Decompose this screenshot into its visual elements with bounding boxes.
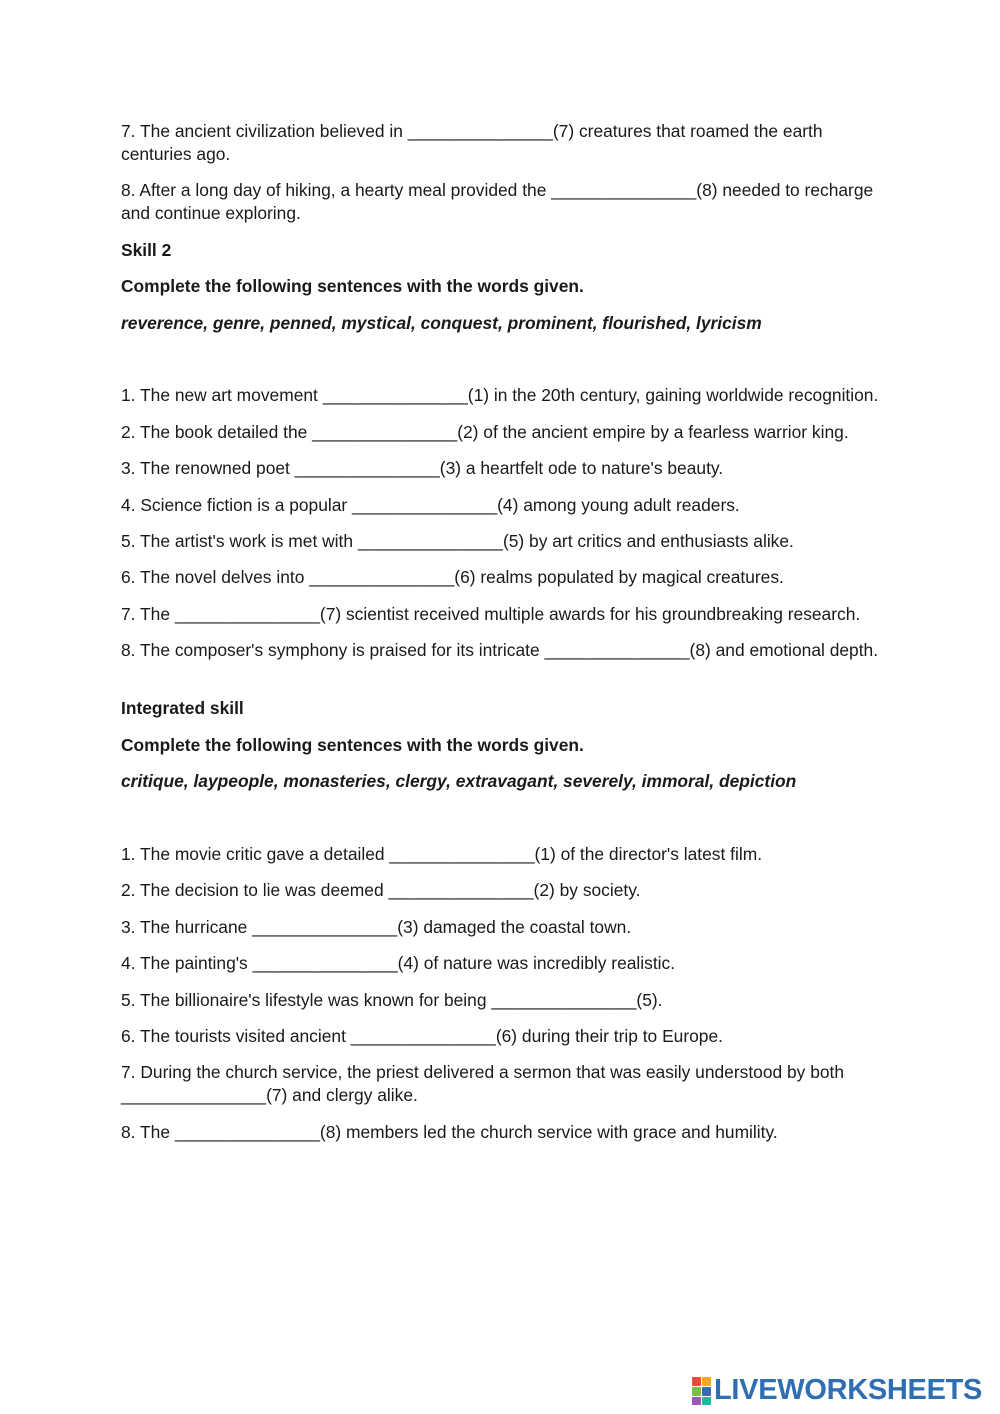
sentence-item: 4. Science fiction is a popular _______________(4) among young adult readers.: [121, 494, 740, 515]
sentence-item: 5. The artist's work is met with _______________(5) by art critics and enthusiasts alike.: [121, 530, 794, 551]
section-title: Integrated skill: [121, 698, 244, 719]
section-title: Skill 2: [121, 239, 172, 260]
logo-tile: [692, 1377, 701, 1386]
spacer: [121, 807, 881, 843]
sentence-item: 7. The _______________(7) scientist received multiple awards for his groundbreaking research.: [121, 603, 861, 624]
sentence-item: 6. The tourists visited ancient _______________(6) during their trip to Europe.: [121, 1025, 723, 1046]
logo-text: LIVEWORKSHEETS: [714, 1373, 983, 1406]
logo-tile: [702, 1387, 711, 1396]
section-skill-2: [121, 239, 881, 662]
worksheet-page: [121, 120, 881, 1157]
logo-tile: [702, 1397, 711, 1405]
sentence-item: 6. The novel delves into _______________(6) realms populated by magical creatures.: [121, 567, 784, 588]
sentence-item: 7. During the church service, the priest delivered a sermon that was easily understood by both _______________(7) and clergy alike.: [121, 1062, 845, 1106]
section-previous-tail: [121, 120, 881, 225]
spacer: [121, 348, 881, 384]
sentence-item: 3. The renowned poet _______________(3) a heartfelt ode to nature's beauty.: [121, 458, 724, 479]
sentence-item: 5. The billionaire's lifestyle was known for being _______________(5).: [121, 989, 663, 1010]
section-integrated-skill: [121, 697, 881, 1143]
section-instruction: Complete the following sentences with the words given.: [121, 734, 584, 755]
sentence-item: 2. The book detailed the _______________(2) of the ancient empire by a fearless warrior king.: [121, 421, 849, 442]
sentence-item: 8. The composer's symphony is praised for its intricate _______________(8) and emotional depth.: [121, 640, 879, 661]
sentence-item: 8. The _______________(8) members led the church service with grace and humility.: [121, 1121, 778, 1142]
logo-tile: [702, 1377, 711, 1386]
word-bank: critique, laypeople, monasteries, clergy, extravagant, severely, immoral, depiction: [121, 771, 797, 792]
sentence-item: 7. The ancient civilization believed in _______________(7) creatures that roamed the earth centuries ago.: [121, 121, 823, 164]
sentence-item: 2. The decision to lie was deemed _______________(2) by society.: [121, 880, 641, 901]
sentence-item: 1. The new art movement _______________(1) in the 20th century, gaining worldwide recognition.: [121, 385, 879, 406]
spacer: [121, 675, 881, 697]
logo-tile: [692, 1397, 701, 1405]
sentence-item: 1. The movie critic gave a detailed _______________(1) of the director's latest film.: [121, 844, 763, 865]
word-bank: reverence, genre, penned, mystical, conquest, prominent, flourished, lyricism: [121, 312, 762, 333]
sentence-item: 8. After a long day of hiking, a hearty meal provided the _______________(8) needed to recharge and continue exploring.: [121, 180, 874, 224]
liveworksheets-logo-icon: [692, 1377, 710, 1403]
logo-tile: [692, 1387, 701, 1396]
sentence-item: 4. The painting's _______________(4) of nature was incredibly realistic.: [121, 953, 676, 974]
liveworksheets-logo[interactable]: [692, 1374, 982, 1406]
sentence-item: 3. The hurricane _______________(3) damaged the coastal town.: [121, 916, 632, 937]
section-instruction: Complete the following sentences with the words given.: [121, 276, 584, 297]
